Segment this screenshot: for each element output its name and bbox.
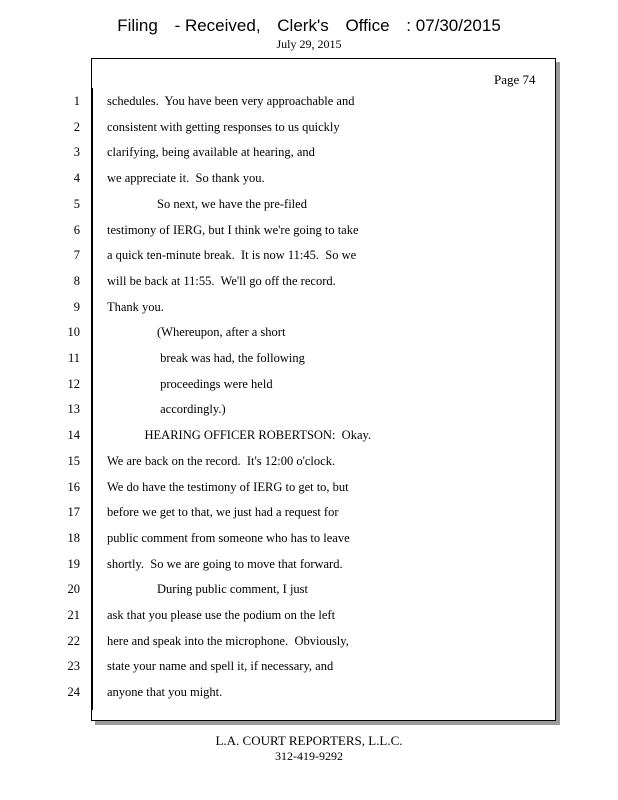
line-text: schedules. You have been very approachable and (107, 94, 355, 108)
line-number: 3 (73, 145, 80, 160)
line-number: 6 (73, 222, 80, 237)
line-text: We do have the testimony of IERG to get to, but (107, 479, 349, 494)
line-number: 12 (67, 376, 80, 391)
line-number: 23 (67, 659, 80, 674)
line-number: 1 (73, 94, 80, 108)
line-number: 4 (73, 171, 80, 186)
line-text: will be back at 11:55. We'll go off the record. (107, 273, 336, 288)
line-number: 2 (73, 119, 80, 134)
line-number: 15 (67, 453, 80, 468)
stamp-word-4: Office (345, 16, 390, 35)
stamp-word-2: - Received, (174, 16, 261, 35)
line-number-gutter (92, 88, 94, 710)
line-text: a quick ten-minute break. It is now 11:45. So we (107, 248, 357, 263)
line-text: anyone that you might. (107, 685, 223, 700)
stamp-word-1: Filing (117, 16, 158, 35)
line-number: 18 (67, 530, 80, 545)
line-number: 13 (67, 402, 80, 417)
line-text: public comment from someone who has to leave (107, 530, 350, 545)
line-text: here and speak into the microphone. Obviously, (107, 633, 349, 648)
line-number: 10 (67, 325, 80, 340)
filing-stamp (0, 16, 618, 36)
page-number: Page 74 (494, 72, 536, 87)
line-number: 7 (73, 248, 80, 263)
reporter-company: L.A. COURT REPORTERS, L.L.C. (215, 733, 403, 748)
line-text: before we get to that, we just had a request for (107, 505, 339, 520)
line-number: 16 (67, 479, 80, 494)
line-number: 9 (73, 299, 80, 314)
line-number: 24 (67, 685, 80, 700)
transcript-date: July 29, 2015 (276, 37, 342, 51)
stamp-word-5: : 07/30/2015 (406, 16, 501, 35)
line-number: 21 (67, 608, 80, 622)
line-number: 20 (67, 582, 80, 597)
line-number: 19 (67, 556, 80, 571)
line-text: we appreciate it. So thank you. (107, 171, 265, 186)
line-text: During public comment, I just (107, 582, 309, 597)
line-number: 11 (67, 351, 80, 365)
line-number: 17 (67, 505, 80, 520)
line-text: We are back on the record. It's 12:00 o'clock. (107, 453, 336, 468)
line-text: (Whereupon, after a short (107, 325, 286, 340)
line-text: consistent with getting responses to us quickly (107, 119, 340, 134)
line-text: So next, we have the pre-filed (107, 196, 307, 211)
line-text: testimony of IERG, but I think we're going to take (107, 222, 359, 237)
line-text: break was had, the following (107, 351, 305, 365)
line-text: HEARING OFFICER ROBERTSON: Okay. (107, 428, 372, 443)
line-number: 5 (73, 196, 80, 211)
line-number: 22 (67, 633, 80, 648)
line-text: clarifying, being available at hearing, and (107, 145, 315, 160)
line-text: proceedings were held (107, 376, 273, 391)
line-number: 8 (73, 273, 80, 288)
reporter-phone: 312-419-9292 (275, 749, 343, 763)
line-text: accordingly.) (107, 402, 226, 417)
line-text: shortly. So we are going to move that forward. (107, 556, 343, 571)
stamp-word-3: Clerk's (277, 16, 329, 35)
line-number: 14 (67, 428, 80, 443)
line-text: ask that you please use the podium on the left (107, 608, 336, 622)
line-text: state your name and spell it, if necessary, and (107, 659, 334, 674)
line-text: Thank you. (107, 299, 164, 314)
